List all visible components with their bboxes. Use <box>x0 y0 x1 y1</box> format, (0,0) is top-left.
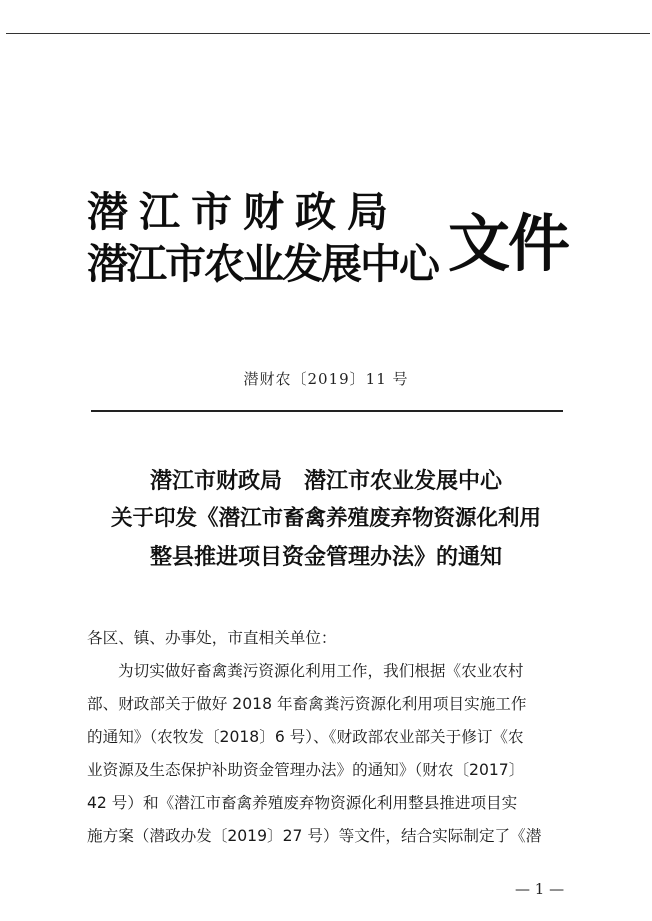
issuer-agriculture-center: 潜江市农业发展中心 <box>87 240 438 288</box>
body-line: 42 号）和《潜江市畜禽养殖废弃物资源化利用整县推进项目实 <box>87 794 518 812</box>
body-line: 部、财政部关于做好 2018 年畜禽粪污资源化利用项目实施工作 <box>87 695 527 713</box>
top-border-line <box>6 33 650 34</box>
page-number: — 1 — <box>515 880 565 898</box>
notice-body <box>87 622 577 853</box>
body-line: 的通知》（农牧发〔2018〕6 号）、《财政部农业部关于修订《农 <box>87 728 524 746</box>
body-line: 施方案（潜政办发〔2019〕27 号）等文件，结合实际制定了《潜 <box>87 827 542 845</box>
issuer-names <box>87 186 438 290</box>
notice-title <box>0 462 652 576</box>
issuer-finance-bureau: 潜江市财政局 <box>87 188 399 236</box>
document-type-label: 文件 <box>448 206 569 280</box>
title-line-3: 整县推进项目资金管理办法》的通知 <box>149 544 502 570</box>
document-header <box>87 186 568 290</box>
header-separator-line <box>91 410 563 412</box>
document-number: 潜财农〔2019〕11 号 <box>243 370 409 388</box>
salutation: 各区、镇、办事处，市直相关单位： <box>87 629 337 647</box>
title-line-2: 关于印发《潜江市畜禽养殖废弃物资源化利用 <box>110 506 541 531</box>
title-line-1: 潜江市财政局 潜江市农业发展中心 <box>149 468 502 494</box>
body-line: 为切实做好畜禽粪污资源化利用工作，我们根据《农业农村 <box>118 662 524 680</box>
body-line: 业资源及生态保护补助资金管理办法》的通知》（财农〔2017〕 <box>87 761 525 779</box>
